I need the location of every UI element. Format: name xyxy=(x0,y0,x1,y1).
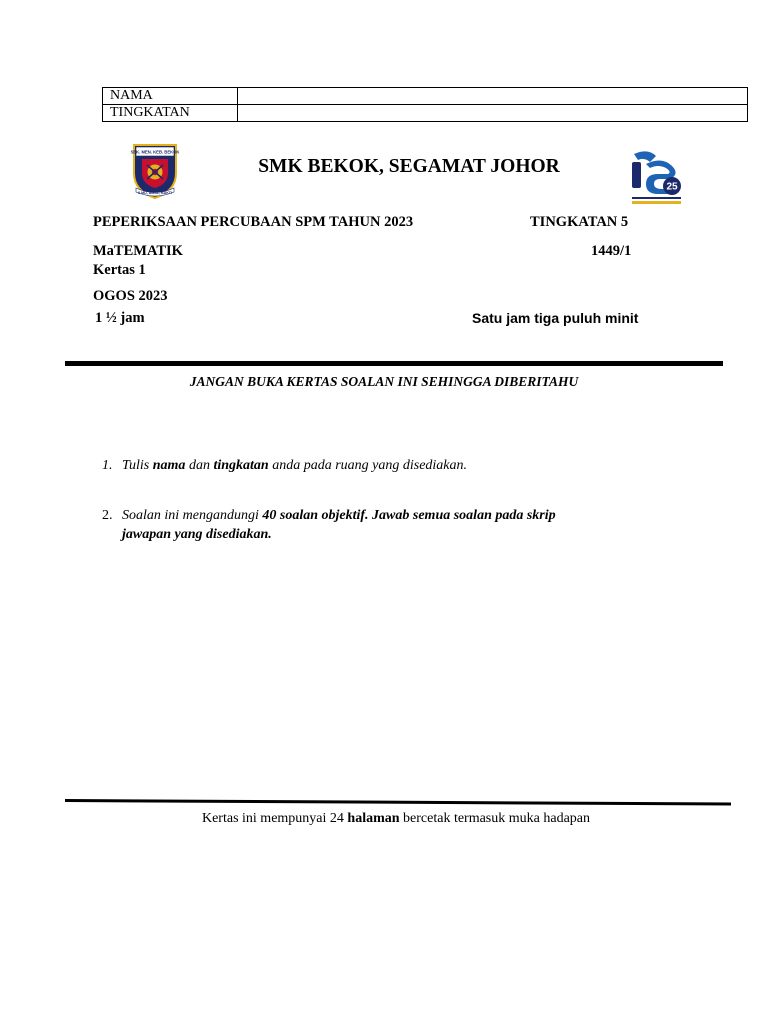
crest-motto-text: ILMU, AMAL, BAKTI xyxy=(137,191,173,195)
instruction-1-bold-b: tingkatan xyxy=(213,458,269,473)
logo-number: 25 xyxy=(666,181,678,193)
instruction-1-bold-a: nama xyxy=(152,458,186,473)
top-divider xyxy=(65,361,723,366)
form-field[interactable] xyxy=(238,105,748,122)
instruction-1-text-c: anda pada ruang yang disediakan. xyxy=(268,458,468,473)
instruction-2-bold-b: jawapan yang disediakan. xyxy=(122,527,272,542)
exam-month: OGOS 2023 xyxy=(93,288,168,304)
subject-code: 1449/1 xyxy=(591,243,632,259)
name-field[interactable] xyxy=(238,88,748,105)
form-level: TINGKATAN 5 xyxy=(530,214,629,230)
name-row xyxy=(103,88,748,105)
name-label: NAMA xyxy=(103,88,238,105)
exam-title: PEPERIKSAAN PERCUBAAN SPM TAHUN 2023 xyxy=(93,214,414,230)
school-name: SMK BEKOK, SEGAMAT JOHOR xyxy=(258,156,560,177)
instruction-2-text-a: Soalan ini mengandungi xyxy=(122,508,263,523)
footer-text-b: bercetak termasuk muka hadapan xyxy=(399,811,591,826)
instruction-1-text-a: Tulis xyxy=(122,458,153,473)
footer-text-a: Kertas ini mempunyai 24 xyxy=(201,811,348,826)
warning-notice: JANGAN BUKA KERTAS SOALAN INI SEHINGGA DIBERITAHU xyxy=(189,374,579,389)
instruction-1-number: 1. xyxy=(102,458,113,473)
page-count-note xyxy=(0,811,768,827)
duration: 1 ½ jam xyxy=(95,310,145,326)
duration-words: Satu jam tiga puluh minit xyxy=(472,310,639,326)
instruction-2-number: 2. xyxy=(102,508,113,523)
paper-number: Kertas 1 xyxy=(93,262,146,278)
instruction-2 xyxy=(102,506,556,525)
instruction-2-bold-a: 40 soalan objektif. Jawab semua soalan pada skrip xyxy=(262,508,556,523)
subject-name: MaTEMATIK xyxy=(93,243,183,259)
footer-bold: halaman xyxy=(347,811,400,826)
form-label: TINGKATAN xyxy=(103,105,238,122)
instruction-1 xyxy=(102,456,467,475)
instruction-2-continued xyxy=(122,525,272,544)
crest-banner-text: SEK. MEN. KEB. BEKOK xyxy=(130,149,180,155)
identity-table xyxy=(102,87,748,122)
instruction-1-text-b: dan xyxy=(185,458,214,473)
form-row xyxy=(103,105,748,122)
bottom-divider xyxy=(65,799,731,805)
